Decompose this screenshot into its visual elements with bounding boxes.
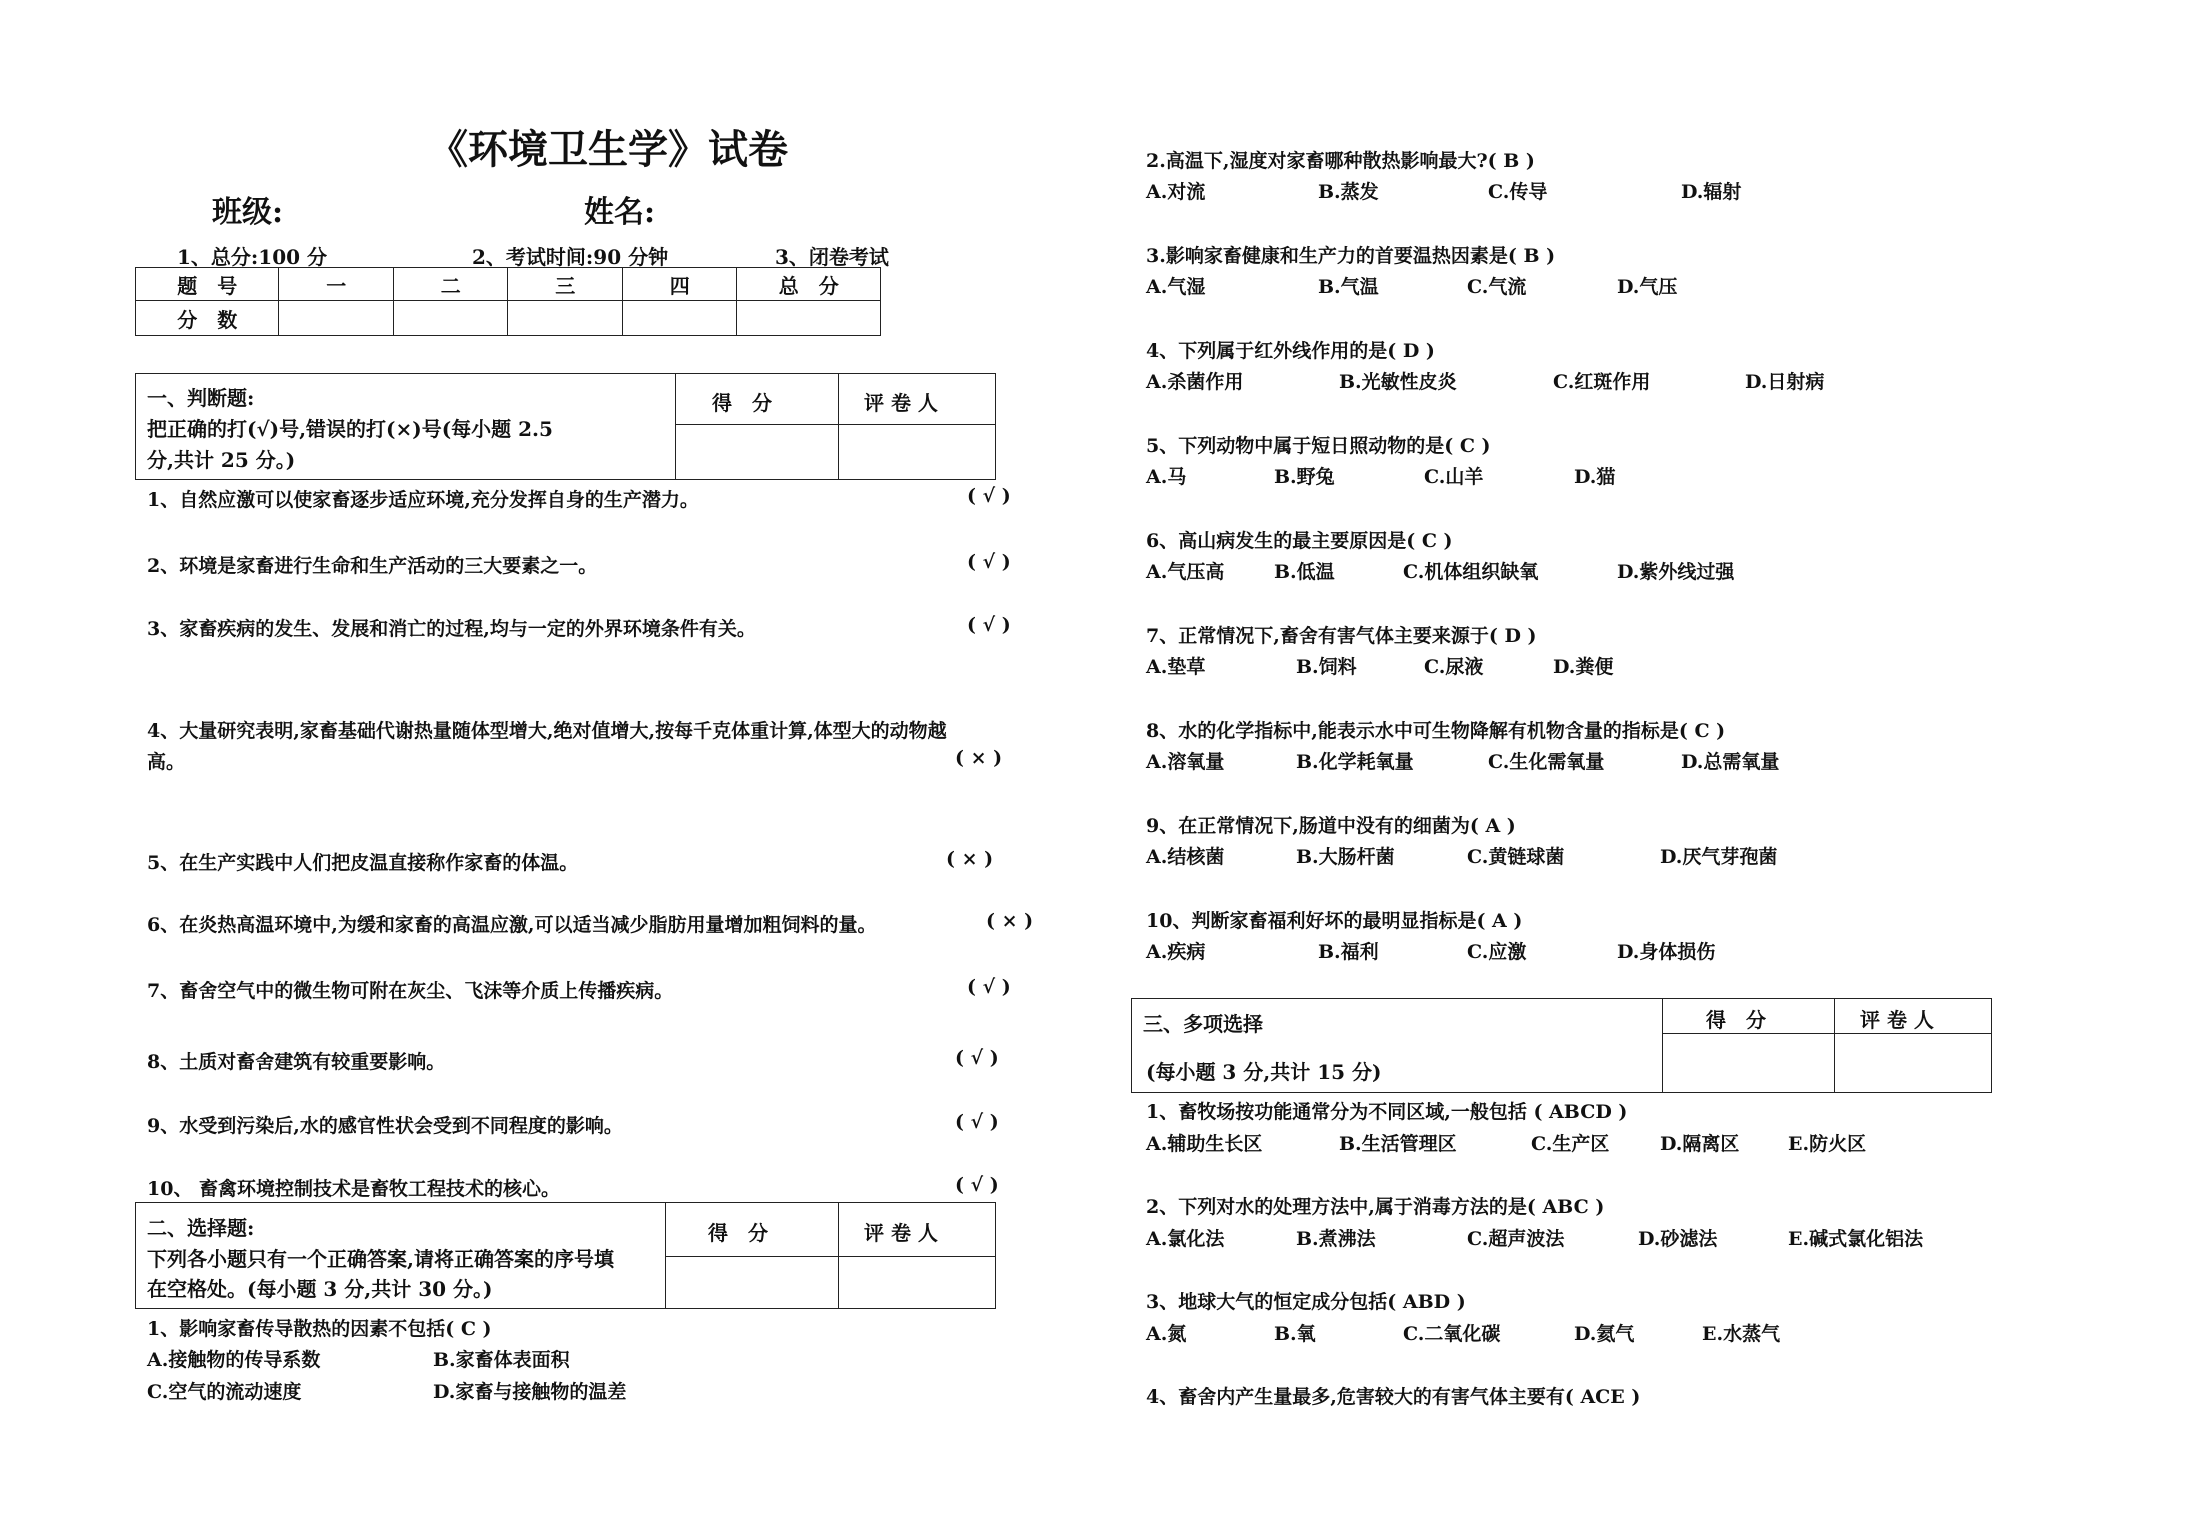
mc-option[interactable]: B.低温 (1274, 561, 1335, 583)
tf-question: 6、在炎热高温环境中,为缓和家畜的高温应激,可以适当减少脂肪用量增加粗饲料的量。 (147, 914, 877, 936)
mc-option[interactable]: B.气温 (1318, 276, 1379, 298)
multi-option[interactable]: B.生活管理区 (1339, 1133, 1457, 1155)
multi-option[interactable]: B.氧 (1274, 1323, 1316, 1345)
tf-answer[interactable]: ( √ ) (967, 551, 1011, 573)
multi-question: 1、畜牧场按功能通常分为不同区域,一般包括 ( ABCD ) (1146, 1101, 1628, 1123)
tf-answer[interactable]: ( √ ) (955, 1111, 999, 1133)
multi-option[interactable]: A.氯化法 (1146, 1228, 1225, 1250)
tf-answer[interactable]: ( √ ) (955, 1174, 999, 1196)
score-cell[interactable] (737, 301, 881, 336)
mc-option[interactable]: C.传导 (1488, 181, 1548, 203)
mc-option[interactable]: C.应激 (1467, 941, 1527, 963)
score-cell[interactable] (622, 301, 737, 336)
mc-question: 3.影响家畜健康和生产力的首要温热因素是( B ) (1146, 245, 1556, 267)
section1-grader-label: 评 卷 人 (864, 391, 938, 415)
score-table-header: 总 分 (737, 268, 881, 301)
mc-option[interactable]: C.空气的流动速度 (147, 1381, 302, 1403)
mc-option[interactable]: D.总需氧量 (1681, 751, 1780, 773)
multi-option[interactable]: D.砂滤法 (1638, 1228, 1718, 1250)
mc-question: 4、下列属于红外线作用的是( D ) (1146, 340, 1435, 362)
tf-question: 3、家畜疾病的发生、发展和消亡的过程,均与一定的外界环境条件有关。 (147, 618, 756, 640)
score-table-header: 四 (622, 268, 737, 301)
multi-option[interactable]: D.隔离区 (1660, 1133, 1740, 1155)
exam-title: 《环境卫生学》试卷 (428, 126, 788, 173)
name-label: 姓名: (584, 195, 656, 230)
mc-option[interactable]: D.紫外线过强 (1617, 561, 1735, 583)
section2-grader-label: 评 卷 人 (864, 1221, 938, 1245)
mc-question: 1、影响家畜传导散热的因素不包括( C ) (147, 1318, 492, 1340)
tf-question: 7、畜舍空气中的微生物可附在灰尘、飞沫等介质上传播疾病。 (147, 980, 674, 1002)
section1-grader-field[interactable] (839, 425, 995, 479)
mc-question: 5、下列动物中属于短日照动物的是( C ) (1146, 435, 1491, 457)
section3-title: 三、多项选择 (1143, 1012, 1263, 1036)
multi-question: 3、地球大气的恒定成分包括( ABD ) (1146, 1291, 1466, 1313)
multi-option[interactable]: E.水蒸气 (1702, 1323, 1781, 1345)
score-cell[interactable] (279, 301, 394, 336)
mc-option[interactable]: B.蒸发 (1318, 181, 1379, 203)
score-cell[interactable] (393, 301, 508, 336)
mc-question: 6、高山病发生的最主要原因是( C ) (1146, 530, 1453, 552)
tf-question: 1、自然应激可以使家畜逐步适应环境,充分发挥自身的生产潜力。 (147, 489, 699, 511)
section3-score-label: 得 分 (1706, 1008, 1766, 1032)
tf-answer[interactable]: ( × ) (986, 910, 1034, 932)
tf-question: 9、水受到污染后,水的感官性状会受到不同程度的影响。 (147, 1115, 623, 1137)
multi-option[interactable]: C.二氧化碳 (1403, 1323, 1501, 1345)
section2-grader-field[interactable] (839, 1257, 995, 1308)
mc-option[interactable]: A.结核菌 (1146, 846, 1225, 868)
tf-answer[interactable]: ( × ) (955, 747, 1003, 769)
mc-option[interactable]: A.对流 (1146, 181, 1206, 203)
mc-option[interactable]: C.气流 (1467, 276, 1527, 298)
mc-option[interactable]: B.大肠杆菌 (1296, 846, 1395, 868)
mc-option[interactable]: C.红斑作用 (1553, 371, 1651, 393)
tf-answer[interactable]: ( √ ) (967, 976, 1011, 998)
tf-question: 5、在生产实践中人们把皮温直接称作家畜的体温。 (147, 852, 579, 874)
multi-option[interactable]: E.防火区 (1788, 1133, 1867, 1155)
mc-option[interactable]: A.溶氧量 (1146, 751, 1225, 773)
multi-option[interactable]: A.氮 (1146, 1323, 1187, 1345)
section2-instructions: 下列各小题只有一个正确答案,请将正确答案的序号填 (147, 1247, 614, 1271)
mc-option[interactable]: D.粪便 (1553, 656, 1614, 678)
tf-question: 10、 畜禽环境控制技术是畜牧工程技术的核心。 (147, 1178, 561, 1200)
score-table (135, 267, 881, 336)
section1-instructions-cont: 分,共计 25 分。) (147, 448, 296, 472)
mc-option[interactable]: D.猫 (1574, 466, 1616, 488)
multi-question: 2、下列对水的处理方法中,属于消毒方法的是( ABC ) (1146, 1196, 1605, 1218)
exam-info-closed: 3、闭卷考试 (775, 245, 889, 269)
mc-option[interactable]: B.饲料 (1296, 656, 1357, 678)
section2-score-label: 得 分 (708, 1221, 768, 1245)
mc-option[interactable]: A.杀菌作用 (1146, 371, 1244, 393)
score-cell[interactable] (508, 301, 623, 336)
section3-instructions: (每小题 3 分,共计 15 分) (1146, 1060, 1382, 1084)
multi-question: 4、畜舍内产生量最多,危害较大的有害气体主要有( ACE ) (1146, 1386, 1641, 1408)
tf-question: 2、环境是家畜进行生命和生产活动的三大要素之一。 (147, 555, 598, 577)
mc-option[interactable]: D.日射病 (1745, 371, 1825, 393)
mc-option[interactable]: D.家畜与接触物的温差 (433, 1381, 627, 1403)
tf-answer[interactable]: ( √ ) (967, 614, 1011, 636)
mc-option[interactable]: D.厌气芽孢菌 (1660, 846, 1778, 868)
mc-option[interactable]: B.化学耗氧量 (1296, 751, 1414, 773)
class-label: 班级: (212, 195, 284, 230)
mc-option[interactable]: C.黄链球菌 (1467, 846, 1565, 868)
mc-option[interactable]: A.马 (1146, 466, 1187, 488)
multi-option[interactable]: D.氦气 (1574, 1323, 1635, 1345)
mc-question: 2.高温下,湿度对家畜哪种散热影响最大?( B ) (1146, 150, 1535, 172)
exam-info-total: 1、总分:100 分 (177, 245, 328, 269)
score-table-header: 题 号 (136, 268, 279, 301)
section1-title: 一、判断题: (147, 386, 255, 410)
mc-option[interactable]: C.生化需氧量 (1488, 751, 1605, 773)
section3-grader-field[interactable] (1835, 1034, 1991, 1092)
section1-score-field[interactable] (676, 425, 837, 479)
tf-question: 4、大量研究表明,家畜基础代谢热量随体型增大,绝对值增大,按每千克体重计算,体型大的动物越 (147, 720, 947, 742)
mc-option[interactable]: A.疾病 (1146, 941, 1206, 963)
mc-option[interactable]: B.光敏性皮炎 (1339, 371, 1457, 393)
multi-option[interactable]: B.煮沸法 (1296, 1228, 1376, 1250)
tf-answer[interactable]: ( × ) (946, 848, 994, 870)
score-table-header: 一 (279, 268, 394, 301)
multi-option[interactable]: C.超声波法 (1467, 1228, 1565, 1250)
score-table-header: 三 (508, 268, 623, 301)
multi-option[interactable]: E.碱式氯化铝法 (1788, 1228, 1924, 1250)
mc-option[interactable]: D.身体损伤 (1617, 941, 1716, 963)
mc-option[interactable]: D.辐射 (1681, 181, 1742, 203)
multi-option[interactable]: C.生产区 (1531, 1133, 1610, 1155)
mc-option[interactable]: A.气湿 (1146, 276, 1206, 298)
section2-score-field[interactable] (666, 1257, 837, 1308)
section2-instructions-cont: 在空格处。(每小题 3 分,共计 30 分。) (147, 1277, 493, 1301)
mc-question: 10、判断家畜福利好坏的最明显指标是( A ) (1146, 910, 1523, 932)
mc-question: 7、正常情况下,畜舍有害气体主要来源于( D ) (1146, 625, 1537, 647)
section3-grader-label: 评 卷 人 (1860, 1008, 1934, 1032)
tf-answer[interactable]: ( √ ) (967, 485, 1011, 507)
section3-score-field[interactable] (1663, 1034, 1833, 1092)
multi-option[interactable]: A.辅助生长区 (1146, 1133, 1263, 1155)
mc-option[interactable]: D.气压 (1617, 276, 1678, 298)
tf-question-cont: 高。 (147, 751, 186, 773)
section1-instructions: 把正确的打(√)号,错误的打(×)号(每小题 2.5 (147, 417, 553, 441)
score-table-header: 二 (393, 268, 508, 301)
mc-option[interactable]: A.气压高 (1146, 561, 1225, 583)
mc-option[interactable]: B.福利 (1318, 941, 1379, 963)
mc-question: 9、在正常情况下,肠道中没有的细菌为( A ) (1146, 815, 1516, 837)
mc-option[interactable]: B.野兔 (1274, 466, 1335, 488)
tf-question: 8、土质对畜舍建筑有较重要影响。 (147, 1051, 446, 1073)
section1-score-label: 得 分 (712, 391, 772, 415)
score-table-row-label: 分 数 (136, 301, 279, 336)
exam-info-time: 2、考试时间:90 分钟 (472, 245, 669, 269)
mc-option[interactable]: A.接触物的传导系数 (147, 1349, 321, 1371)
mc-option[interactable]: B.家畜体表面积 (433, 1349, 570, 1371)
section2-title: 二、选择题: (147, 1216, 255, 1240)
mc-option[interactable]: C.山羊 (1424, 466, 1484, 488)
mc-option[interactable]: C.机体组织缺氧 (1403, 561, 1539, 583)
mc-question: 8、水的化学指标中,能表示水中可生物降解有机物含量的指标是( C ) (1146, 720, 1726, 742)
tf-answer[interactable]: ( √ ) (955, 1047, 999, 1069)
mc-option[interactable]: C.尿液 (1424, 656, 1484, 678)
mc-option[interactable]: A.垫草 (1146, 656, 1206, 678)
